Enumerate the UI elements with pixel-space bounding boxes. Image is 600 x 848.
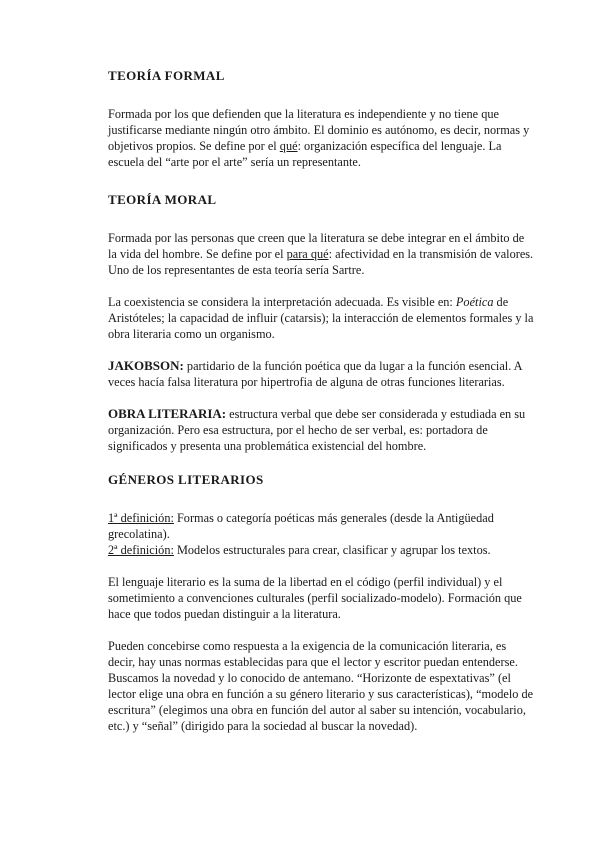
text: estructura verbal que debe ser considerada y estudiada en su organización. Pero esa estructura, por el hecho de ser verbal, es: portadora de significados y presenta una problemática existencial del hombre. [108,407,526,453]
heading-teoria-formal: TEORÍA FORMAL [108,68,225,83]
text: : organización específica del lenguaje. La escuela del “arte por el arte” sería un representante. [108,139,502,169]
paragraph-obra-literaria [108,406,534,454]
text: La coexistencia se considera la interpretación adecuada. Es visible en: [108,295,456,309]
text: Formas o categoría poéticas más generales (desde la Antigüedad grecolatina). [108,511,494,541]
label-definicion-2: 2ª definición: [108,543,174,557]
underlined-que: qué [279,139,298,153]
underlined-para-que: para qué [286,247,329,261]
label-jakobson: JAKOBSON: [108,358,184,373]
definition-2 [108,542,534,558]
label-definicion-1: 1ª definición: [108,511,174,525]
paragraph-jakobson [108,358,534,390]
paragraph-coexistencia [108,294,534,342]
paragraph-teoria-moral [108,230,534,278]
label-obra-literaria: OBRA LITERARIA: [108,406,227,421]
paragraph-concebirse: Pueden concebirse como respuesta a la exigencia de la comunicación literaria, es decir, hay unas normas establecidas para que el lector y escritor puedan entenderse. Buscamos la novedad y lo conocido de antemano. “Horizonte de espextativas” (el lector elige una obra en función a su género literario y sus características), “modelo de escritura” (elegimos una obra en función del autor al saber su intención, vocabulario, etc.) y “señal” (dirigido para la sociedad al buscar la novedad). [108,639,534,733]
text: Modelos estructurales para crear, clasificar y agrupar los textos. [173,543,491,557]
italic-poetica: Poética [455,295,494,309]
text: Formada por los que defienden que la literatura es independiente y no tiene que justificarse mediante ningún otro ámbito. El dominio es autónomo, es decir, normas y objetivos propios. Se define por el [108,107,530,153]
text: : afectividad en la transmisión de valores. Uno de los representantes de esta teoría sería Sartre. [108,247,534,277]
definition-1 [108,510,534,542]
paragraph-lenguaje-literario: El lenguaje literario es la suma de la libertad en el código (perfil individual) y el sometimiento a convenciones culturales (perfil socializado-modelo). Formación que hace que todos puedan distinguir a la literatura. [108,575,522,621]
heading-generos-literarios: GÉNEROS LITERARIOS [108,472,264,487]
text: de Aristóteles; la capacidad de influir (catarsis); la interacción de elementos formales y la obra literaria como un organismo. [108,295,534,341]
text: Formada por las personas que creen que la literatura se debe integrar en el ámbito de la vida del hombre. Se define por el [108,231,525,261]
heading-teoria-moral: TEORÍA MORAL [108,192,217,207]
text: partidario de la función poética que da lugar a la función esencial. A veces hacía falsa literatura por hipertrofia de alguna de otras funciones literarias. [108,359,522,389]
paragraph-teoria-formal [108,106,534,170]
